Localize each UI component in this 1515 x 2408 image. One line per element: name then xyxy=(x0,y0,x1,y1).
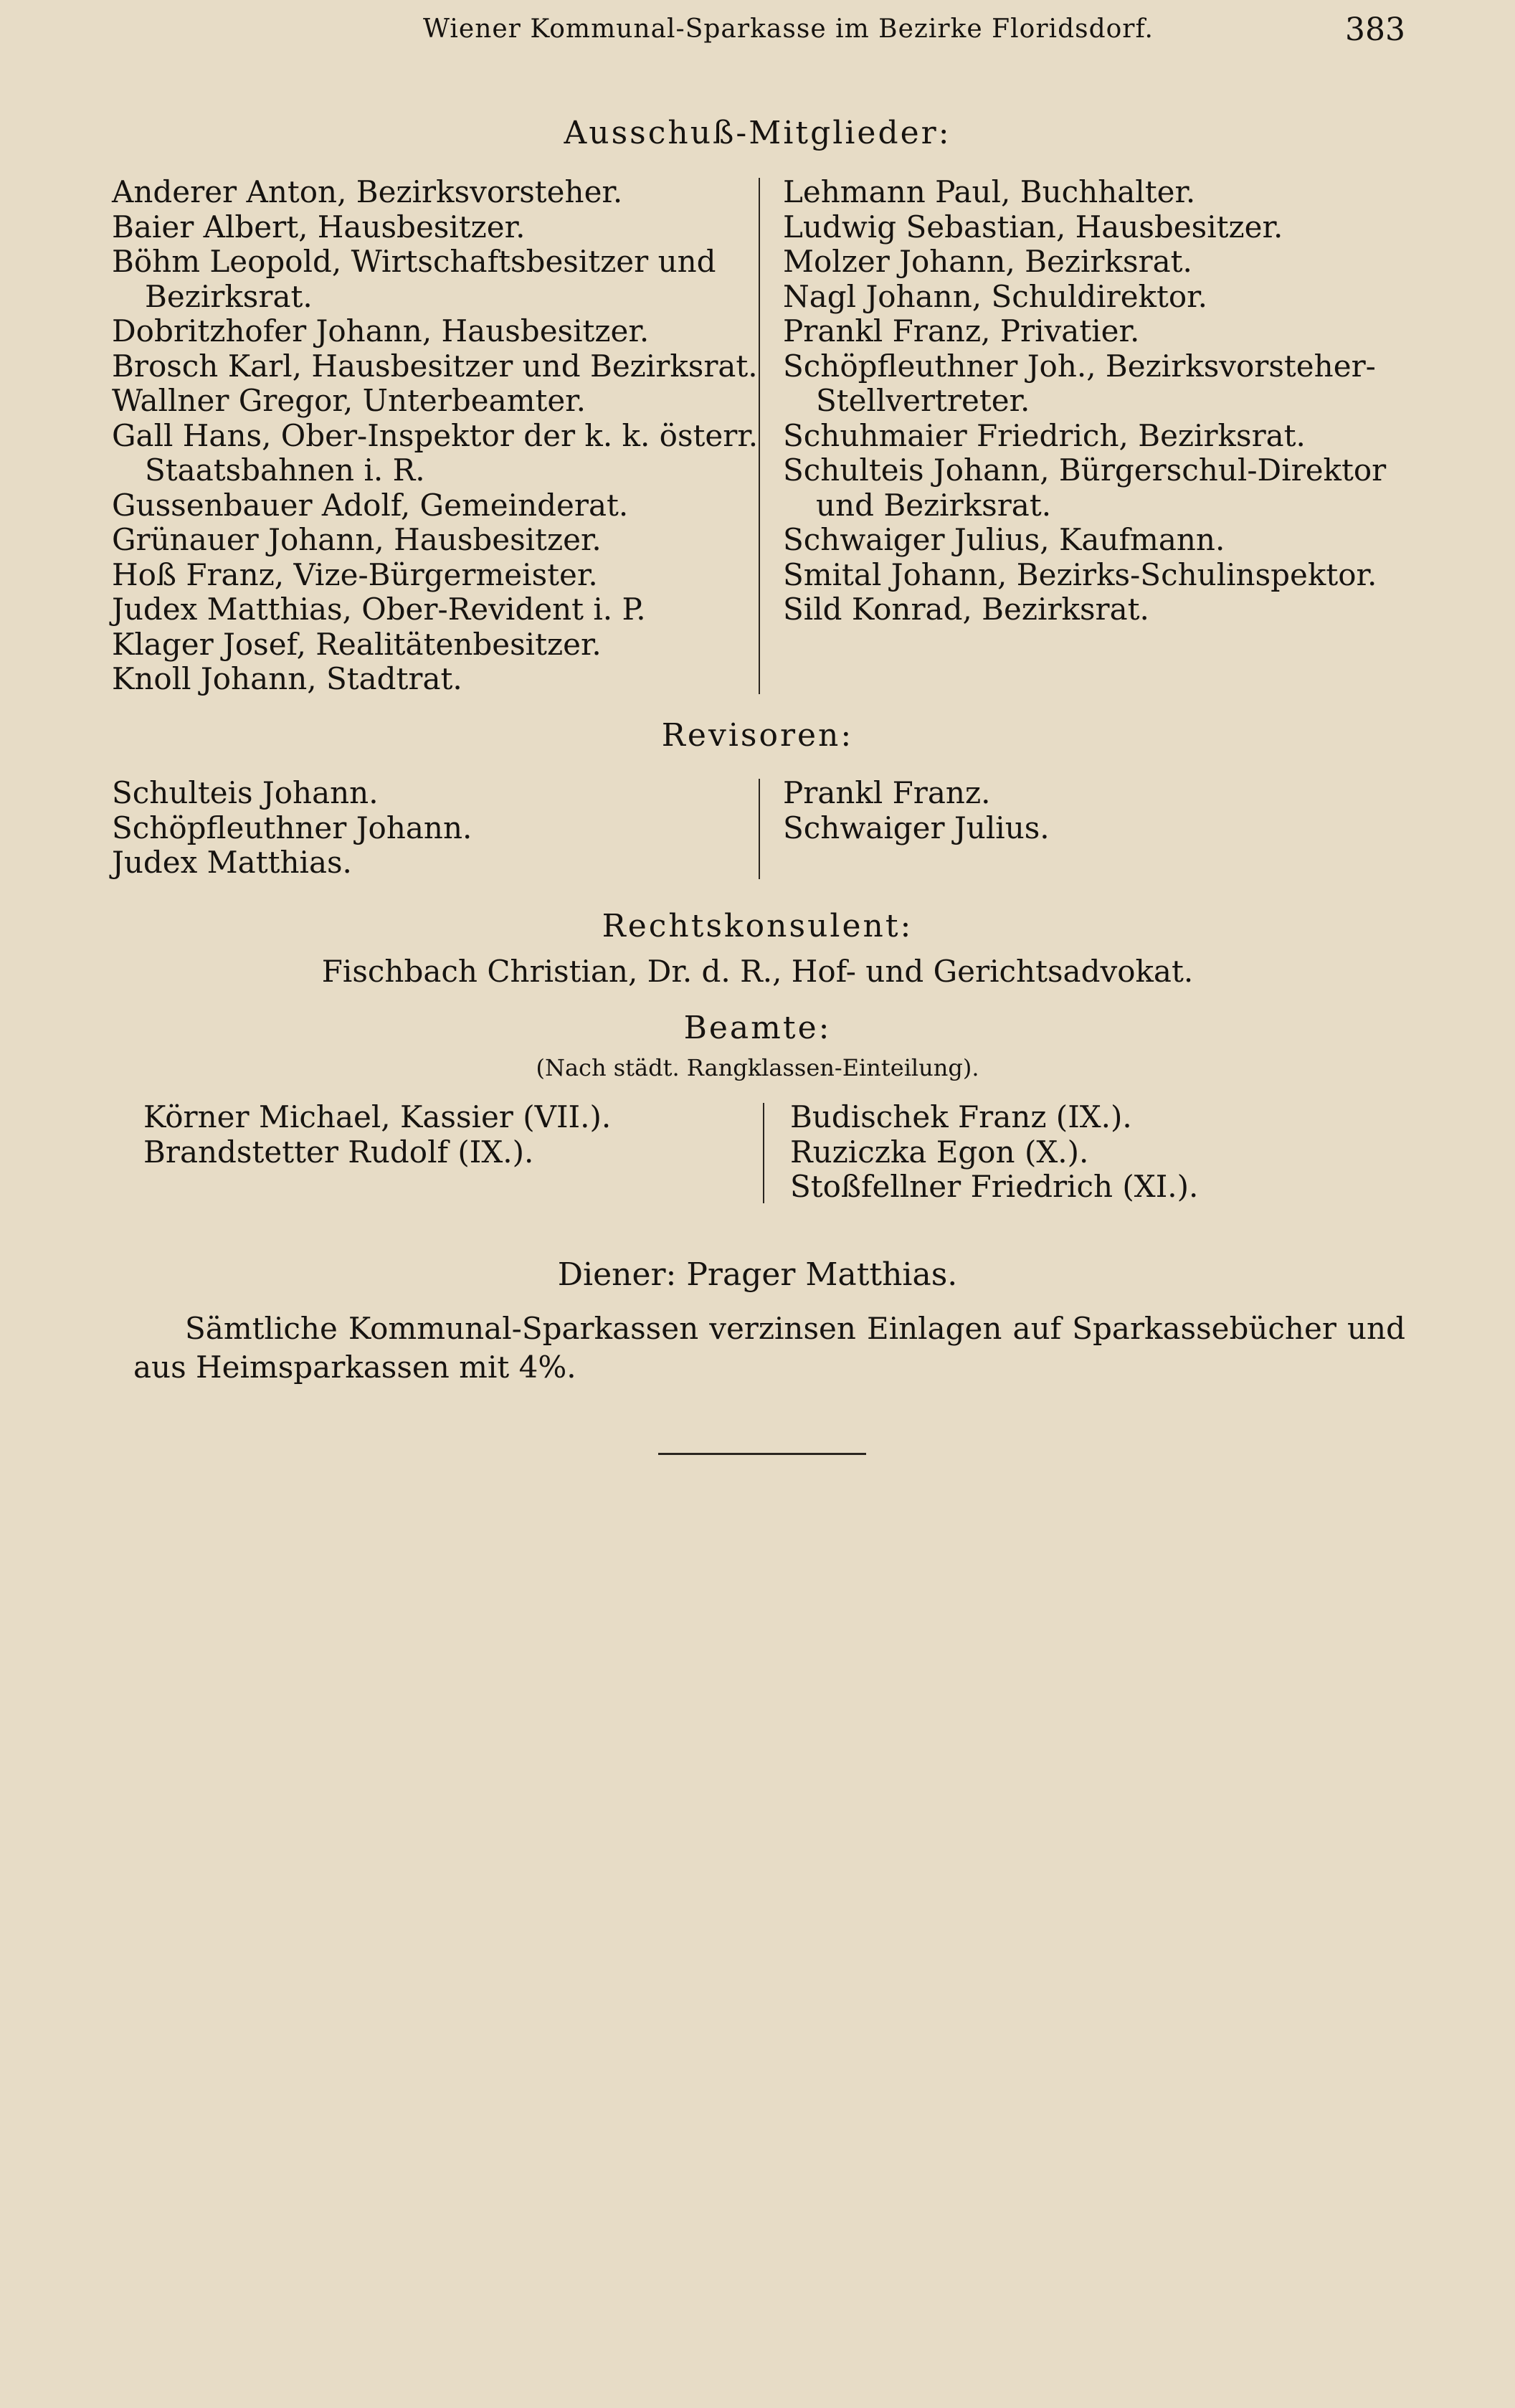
column-divider xyxy=(759,779,760,879)
list-item: Budischek Franz (IX.). xyxy=(790,1099,1132,1134)
revisoren-left-column xyxy=(112,776,472,881)
list-item: Baier Albert, Hausbesitzer. xyxy=(112,209,526,245)
page-header xyxy=(108,10,1412,53)
list-item-continuation: Staatsbahnen i. R. xyxy=(145,452,425,488)
rechtskonsulent-name: Fischbach Christian, Dr. d. R., Hof- und Gerichtsadvokat. xyxy=(321,954,1194,989)
list-item: Nagl Johann, Schuldirektor. xyxy=(783,278,1207,314)
list-item: Schwaiger Julius, Kaufmann. xyxy=(783,522,1225,557)
list-item: Brosch Karl, Hausbesitzer und Bezirksrat. xyxy=(112,348,758,384)
ausschuss-left-column xyxy=(112,175,758,697)
list-item: Sild Konrad, Bezirksrat. xyxy=(783,592,1149,627)
page-number: 383 xyxy=(1345,11,1405,48)
beamte-right-column xyxy=(790,1100,1198,1205)
list-item: Klager Josef, Realitätenbesitzer. xyxy=(112,626,602,662)
list-item: Ruziczka Egon (X.). xyxy=(790,1134,1089,1170)
list-item: Dobritzhofer Johann, Hausbesitzer. xyxy=(112,313,650,349)
list-item: Ludwig Sebastian, Hausbesitzer. xyxy=(783,209,1283,245)
list-item: Prankl Franz, Privatier. xyxy=(783,313,1140,349)
list-item: Stoßfellner Friedrich (XI.). xyxy=(790,1169,1199,1204)
list-item: Wallner Gregor, Unterbeamter. xyxy=(112,383,586,418)
section-title-beamte: Beamte: xyxy=(683,1010,832,1046)
diener-line: Diener: Prager Matthias. xyxy=(557,1256,958,1293)
column-divider xyxy=(759,178,760,694)
list-item: Anderer Anton, Bezirksvorsteher. xyxy=(112,174,623,209)
column-divider xyxy=(763,1103,764,1203)
list-item: Schöpfleuthner Johann. xyxy=(112,810,472,845)
list-item: Lehmann Paul, Buchhalter. xyxy=(783,174,1196,209)
closing-paragraph: Sämtliche Kommunal-Sparkassen verzinsen Einlagen auf Sparkassebücher und aus Heimsparkassen mit 4%. xyxy=(133,1311,1405,1385)
revisoren-right-column xyxy=(783,776,1050,845)
list-item: Prankl Franz. xyxy=(783,775,991,810)
list-item-continuation: Bezirksrat. xyxy=(145,278,313,314)
running-title: Wiener Kommunal-Sparkasse im Bezirke Floridsdorf. xyxy=(423,14,1154,44)
list-item: Judex Matthias, Ober-Revident i. P. xyxy=(112,592,646,627)
ausschuss-right-column xyxy=(783,175,1386,627)
list-item: Smital Johann, Bezirks-Schulinspektor. xyxy=(783,556,1377,592)
section-title-ausschuss: Ausschuß-Mitglieder: xyxy=(564,115,951,151)
list-item-continuation: Stellvertreter. xyxy=(816,383,1030,418)
list-item: Schwaiger Julius. xyxy=(783,810,1050,845)
list-item: Brandstetter Rudolf (IX.). xyxy=(143,1134,534,1170)
list-item: Grünauer Johann, Hausbesitzer. xyxy=(112,522,602,557)
list-item: Schulteis Johann, Bürgerschul-Direktor xyxy=(783,452,1387,488)
list-item-continuation: und Bezirksrat. xyxy=(816,487,1052,523)
list-item: Schulteis Johann. xyxy=(112,775,379,810)
list-item: Gall Hans, Ober-Inspektor der k. k. österr. xyxy=(112,417,759,453)
list-item: Körner Michael, Kassier (VII.). xyxy=(143,1099,612,1134)
list-item: Knoll Johann, Stadtrat. xyxy=(112,661,462,696)
end-rule xyxy=(658,1453,866,1455)
list-item: Gussenbauer Adolf, Gemeinderat. xyxy=(112,487,629,523)
beamte-left-column xyxy=(143,1100,611,1170)
beamte-subtitle: (Nach städt. Rangklassen-Einteilung). xyxy=(536,1054,979,1081)
list-item: Hoß Franz, Vize-Bürgermeister. xyxy=(112,556,598,592)
list-item: Schöpfleuthner Joh., Bezirksvorsteher- xyxy=(783,348,1376,384)
list-item: Judex Matthias. xyxy=(112,845,352,880)
list-item: Böhm Leopold, Wirtschaftsbesitzer und xyxy=(112,244,716,279)
list-item: Molzer Johann, Bezirksrat. xyxy=(783,244,1192,279)
list-item: Schuhmaier Friedrich, Bezirksrat. xyxy=(783,417,1306,453)
section-title-rechtskonsulent: Rechtskonsulent: xyxy=(602,908,913,944)
section-title-revisoren: Revisoren: xyxy=(661,717,854,754)
